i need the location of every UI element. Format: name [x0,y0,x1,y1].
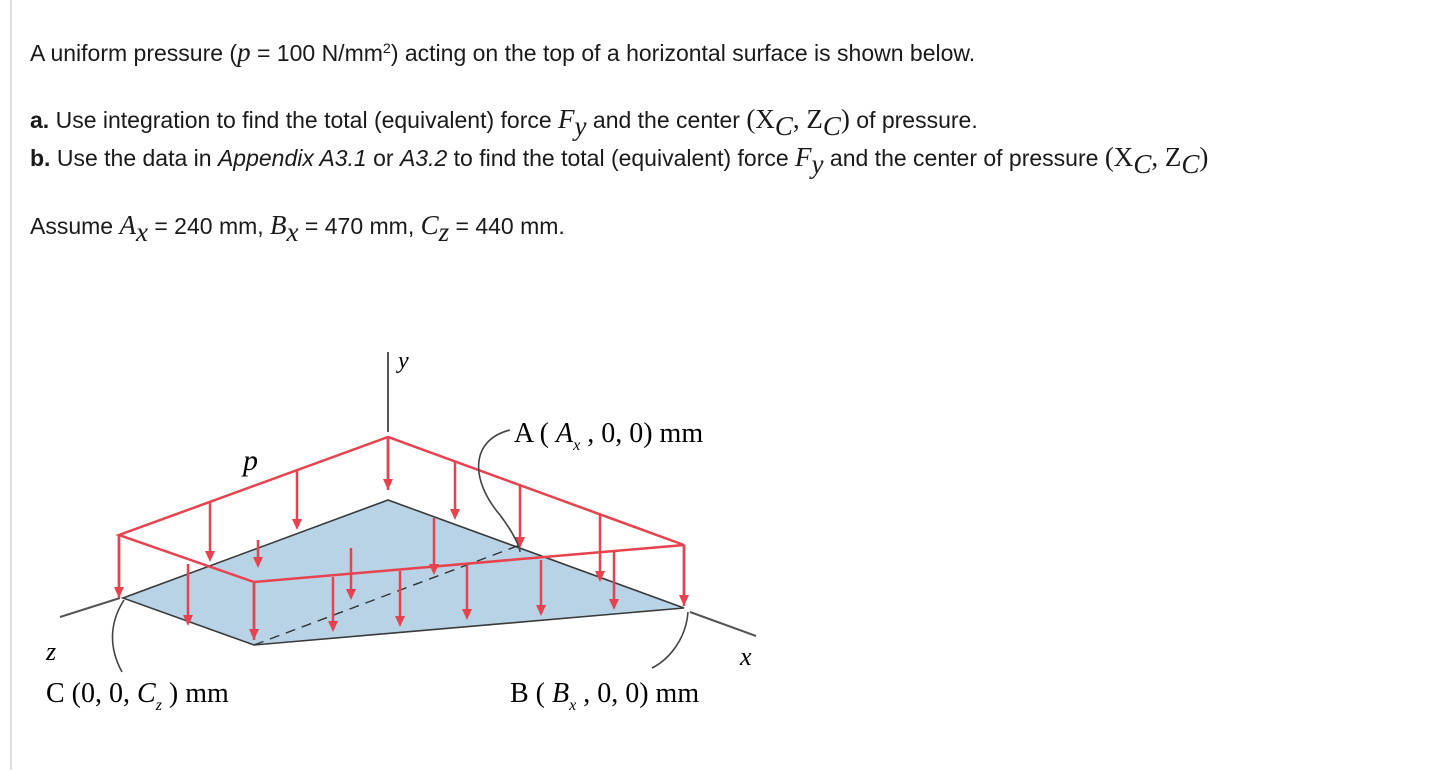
axis-y-label: y [398,348,409,374]
part-b-line: b. Use the data in Appendix A3.1 or A3.2 to find the total (equivalent) force $F_y$ and the center of pressure ($X_C$, $Z_C$) [30,142,1209,179]
pressure-label: p [243,444,258,477]
intro-line: A uniform pressure (p = 100 $N/mm^2$) acting on the top of a horizontal surface is shown below. [30,37,976,67]
point-b-label [510,678,699,714]
pressure-arrowhead [450,509,460,520]
assume-line: Assume $A_x = 240$ mm, $B_x = 470$ mm, $C_z = 440$ mm. [30,210,565,247]
axis-x-label: x [740,642,752,671]
svg-text:A ( Ax , 0, 0) mm: A ( $A_x$ , 0, 0) mm [514,418,704,454]
pressure-arrowhead [679,595,689,606]
pressure-arrowhead [205,551,215,562]
point-a-label [514,418,703,454]
pressure-arrowhead [114,587,124,598]
svg-text:B ( Bx , 0, 0) mm: B ( $B_x$ , 0, 0) mm [510,678,700,714]
pressure-arrowhead [292,519,302,530]
svg-text:C (0, 0, Cz ) mm: C (0, 0, $C_z$ ) mm [46,678,229,714]
axis-z-label: z [46,637,57,666]
point-c-label [46,678,229,714]
part-a-line: a. Use integration to find the total (equivalent) force $F_y$ and the center ($X_C$, $Z_C$) of pressure. [30,104,978,141]
pressure-arrowhead [383,479,393,490]
